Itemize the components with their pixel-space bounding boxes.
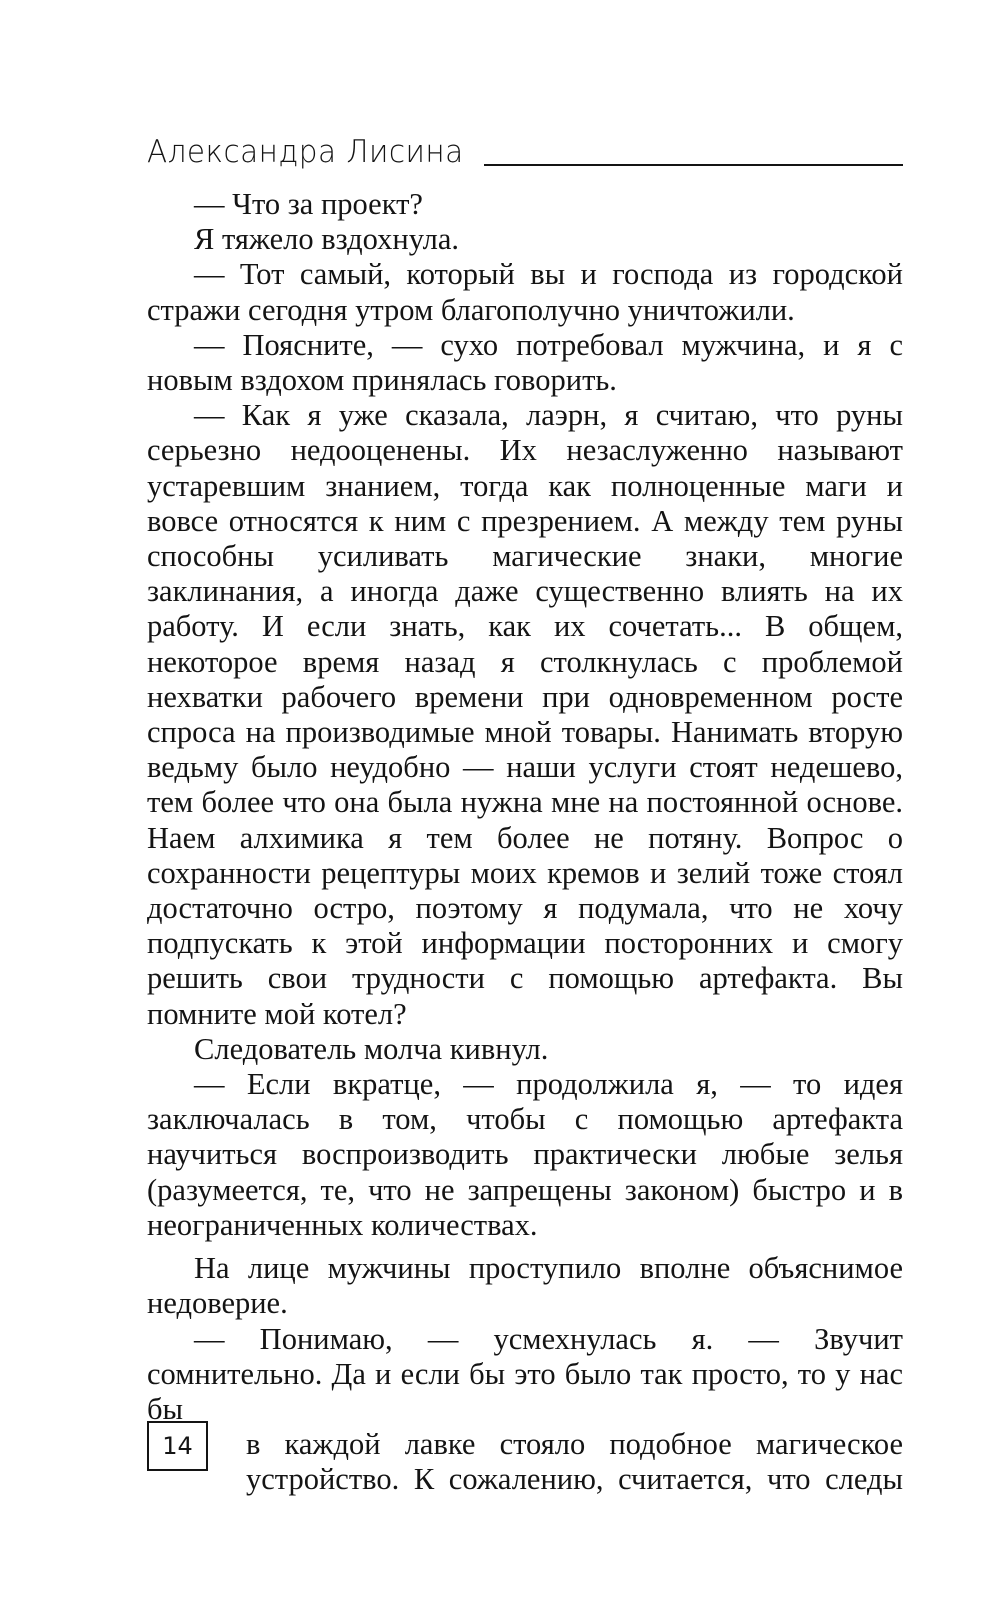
paragraph: На лице мужчины проступило вполне объяснимое недоверие. <box>147 1251 903 1321</box>
header-rule <box>484 164 903 166</box>
page-number: 14 <box>147 1421 208 1471</box>
running-header <box>147 118 903 168</box>
author-name: Александра Лисина <box>147 134 464 170</box>
body-text-continuation <box>246 1427 903 1497</box>
paragraph: — Поясните, — сухо потребовал мужчина, и я с новым вздохом принялась говорить. <box>147 327 903 398</box>
paragraph: — Что за проект? <box>194 187 423 221</box>
paragraph: Я тяжело вздохнула. <box>194 222 459 257</box>
paragraph: — Как я уже сказала, лаэрн, я считаю, что руны серьезно недооценены. Их незаслуженно называют устаревшим знанием, тогда как полноценные маги и вовсе относятся к ним с презрением. А между тем руны способны усиливать магические знаки, многие заклинания, а иногда даже существенно влиять на их работу. И если знать, как их сочетать... В общем, некоторое время назад я столкнулась с проблемой нехватки рабочего времени при одновременном росте спроса на производимые мной товары. Нанимать вторую ведьму было неудобно — наши услуги стоят недешево, тем более что она была нужна мне на постоянной основе. Наем алхимика я тем более не потяну. Вопрос о сохранности рецептуры моих кремов и зелий тоже стоял достаточно остро, поэтому я подумала, что не хочу подпускать к этой информации посторонних и смогу решить свои трудности с помощью артефакта. Вы помните мой котел? <box>147 398 903 1031</box>
paragraph: — Понимаю, — усмехнулась я. — Звучит сомнительно. Да и если бы это было так просто, то у нас бы <box>147 1321 903 1426</box>
body-text <box>147 187 903 1427</box>
text-line: в каждой лавке стояло подобное магическое <box>246 1427 903 1461</box>
paragraph: Следователь молча кивнул. <box>194 1031 549 1066</box>
paragraph: — Тот самый, который вы и господа из городской стражи сегодня утром благополучно уничтожили. <box>147 257 903 327</box>
paragraph: — Если вкратце, — продолжила я, — то идея заключалась в том, чтобы с помощью артефакта научиться воспроизводить практически любые зелья (разумеется, те, что не запрещены законом) быстро и в неограниченных количествах. <box>147 1067 903 1242</box>
text-line: устройство. К сожалению, считается, что следы <box>246 1462 903 1497</box>
